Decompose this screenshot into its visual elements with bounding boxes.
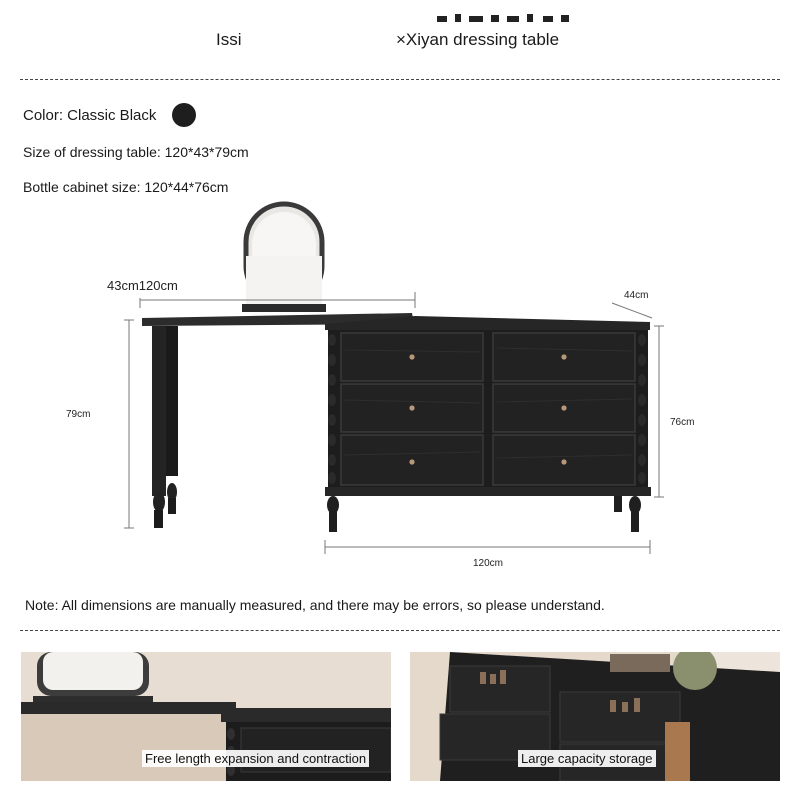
header-cut-off-text <box>435 8 575 22</box>
cut-off-glyphs <box>435 8 575 22</box>
depth-dimension-label: 44cm <box>624 290 649 301</box>
header-divider <box>20 79 780 80</box>
product-diagram <box>0 195 800 585</box>
note-divider <box>20 630 780 631</box>
color-swatch <box>172 103 196 127</box>
caption-storage: Large capacity storage <box>518 750 656 767</box>
table-size-spec: Size of dressing table: 120*43*79cm <box>23 144 249 160</box>
product-name: ×Xiyan dressing table <box>396 30 560 49</box>
bottle-cabinet <box>325 316 651 532</box>
cabinet-height-label: 76cm <box>670 417 695 428</box>
caption-expansion: Free length expansion and contraction <box>142 750 369 767</box>
cabinet-size-spec: Bottle cabinet size: 120*44*76cm <box>23 179 229 195</box>
vanity-mirror <box>242 204 326 312</box>
top-dimension-label: 43cm120cm <box>107 278 178 293</box>
photo-expansion <box>21 652 391 781</box>
cabinet-width-label: 120cm <box>473 558 504 569</box>
photo-storage <box>410 652 780 781</box>
table-height-label: 79cm <box>66 409 91 420</box>
brand-name: Issi <box>216 30 242 49</box>
measurement-note: Note: All dimensions are manually measured, and there may be errors, so please understand. <box>25 597 605 613</box>
color-spec: Color: Classic Black <box>23 107 157 124</box>
